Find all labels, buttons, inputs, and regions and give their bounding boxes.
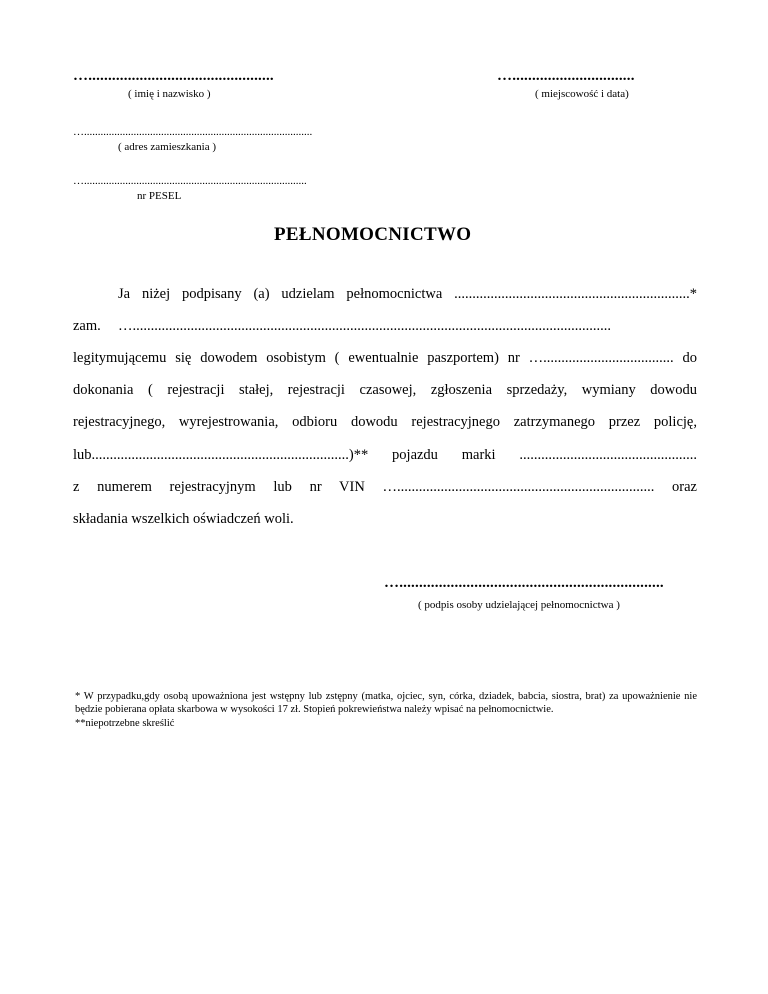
address-dots-line: …................................................................................... [73, 126, 313, 138]
name-caption: ( imię i nazwisko ) [128, 88, 211, 100]
name-dots-line: …............................................... [73, 68, 274, 84]
body-line-8: składania wszelkich oświadczeń woli. [73, 511, 294, 527]
body-line-3: legitymującemu się dowodem osobistym ( ewentualnie paszportem) nr ….................................... do [73, 350, 697, 366]
place-date-caption: ( miejscowość i data) [535, 88, 629, 100]
body-line-6: lub.......................................................................)** pojazdu marki ................................................. [73, 447, 697, 463]
footnote-2: **niepotrzebne skreślić [75, 718, 175, 729]
body-line-2-dots: ….................................................................................................................................... [118, 318, 611, 334]
body-line-5: rejestracyjnego, wyrejestrowania, odbioru dowodu rejestracyjnego zatrzymanego przez policję, [73, 414, 697, 430]
footnote-1: * W przypadku,gdy osobą upoważniona jest wstępny lub zstępny (matka, ojciec, syn, córka, dziadek, babcia, siostra, brat) za upoważnienie nie będzie pobierana opłata skarbowa w wysokości 17 zł. Stopień pokrewieństwa należy wpisać na pełnomocnictwie. [75, 691, 697, 715]
body-line-2-label: zam. [73, 318, 101, 334]
signature-caption: ( podpis osoby udzielającej pełnomocnictwa ) [418, 599, 620, 611]
pesel-caption: nr PESEL [137, 190, 182, 202]
pesel-dots-line: …................................................................................. [73, 175, 307, 187]
page-title: PEŁNOMOCNICTWO [274, 224, 472, 245]
signature-dots-line: …................................................................... [384, 575, 664, 591]
place-date-dots-line: …............................... [497, 68, 635, 84]
body-line-1: Ja niżej podpisany (a) udzielam pełnomocnictwa .................................................................* [118, 286, 697, 302]
body-line-4: dokonania ( rejestracji stałej, rejestracji czasowej, zgłoszenia sprzedaży, wymiany dowodu [73, 382, 697, 398]
body-line-7: z numerem rejestracyjnym lub nr VIN …....................................................................... oraz [73, 479, 697, 495]
address-caption: ( adres zamieszkania ) [118, 141, 217, 153]
